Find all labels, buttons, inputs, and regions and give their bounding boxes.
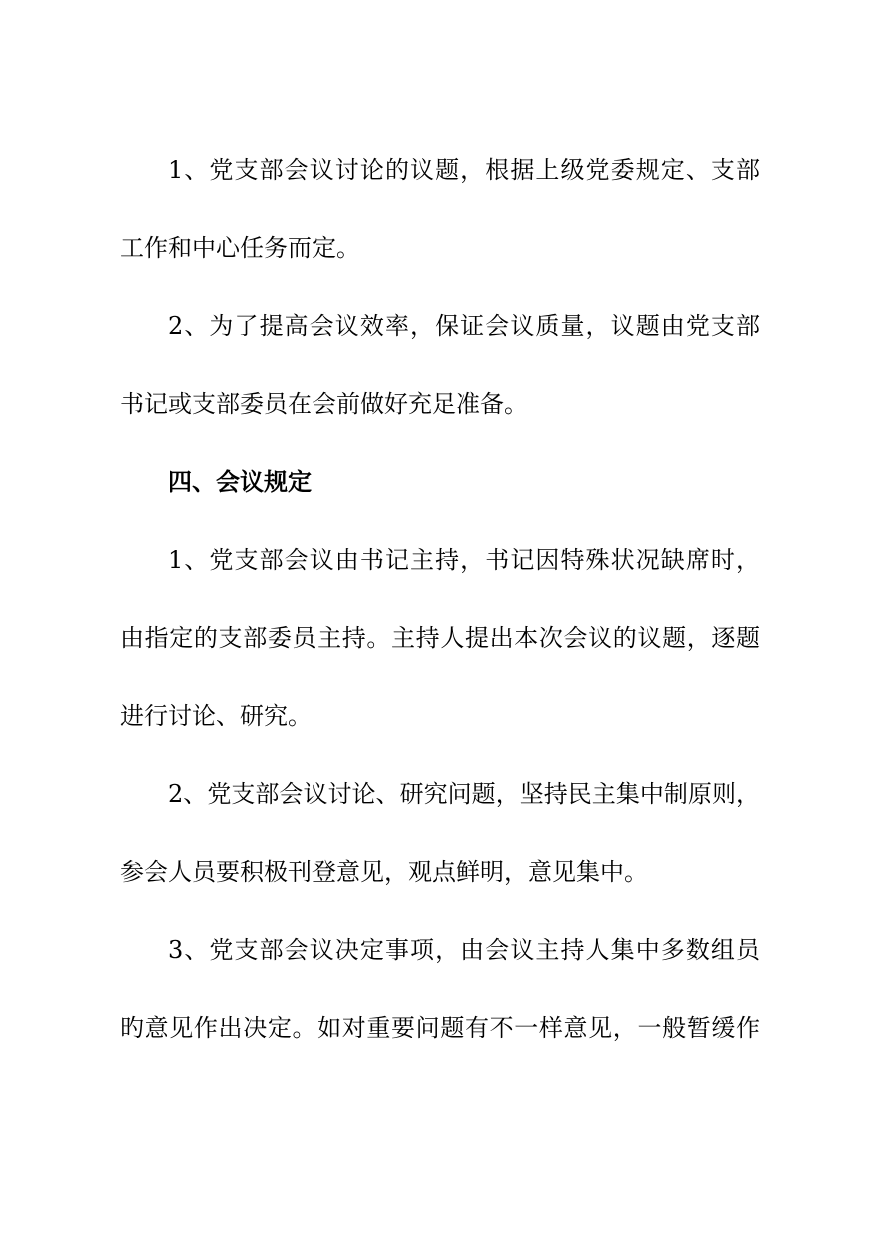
- paragraph-3-line-3: 进行讨论、研究。: [120, 702, 312, 730]
- section-heading: 四、会议规定: [168, 467, 312, 496]
- paragraph-2-line-2: 书记或支部委员在会前做好充足准备。: [120, 390, 528, 418]
- paragraph-1-line-1: 1、党支部会议讨论的议题，根据上级党委规定、支部: [168, 156, 760, 184]
- paragraph-4-line-2: 参会人员要积极刊登意见，观点鲜明，意见集中。: [120, 858, 648, 886]
- paragraph-2-line-1: 2、为了提高会议效率，保证会议质量，议题由党支部: [168, 312, 760, 340]
- paragraph-4-line-1: 2、党支部会议讨论、研究问题，坚持民主集中制原则，: [168, 780, 760, 808]
- paragraph-1-line-2: 工作和中心任务而定。: [120, 234, 360, 262]
- paragraph-5-line-1: 3、党支部会议决定事项，由会议主持人集中多数组员: [168, 936, 760, 964]
- paragraph-3-line-1: 1、党支部会议由书记主持，书记因特殊状况缺席时，: [168, 546, 760, 574]
- paragraph-3-line-2: 由指定的支部委员主持。主持人提出本次会议的议题，逐题: [120, 624, 760, 652]
- paragraph-5-line-2: 旳意见作出决定。如对重要问题有不一样意见，一般暂缓作: [120, 1014, 760, 1042]
